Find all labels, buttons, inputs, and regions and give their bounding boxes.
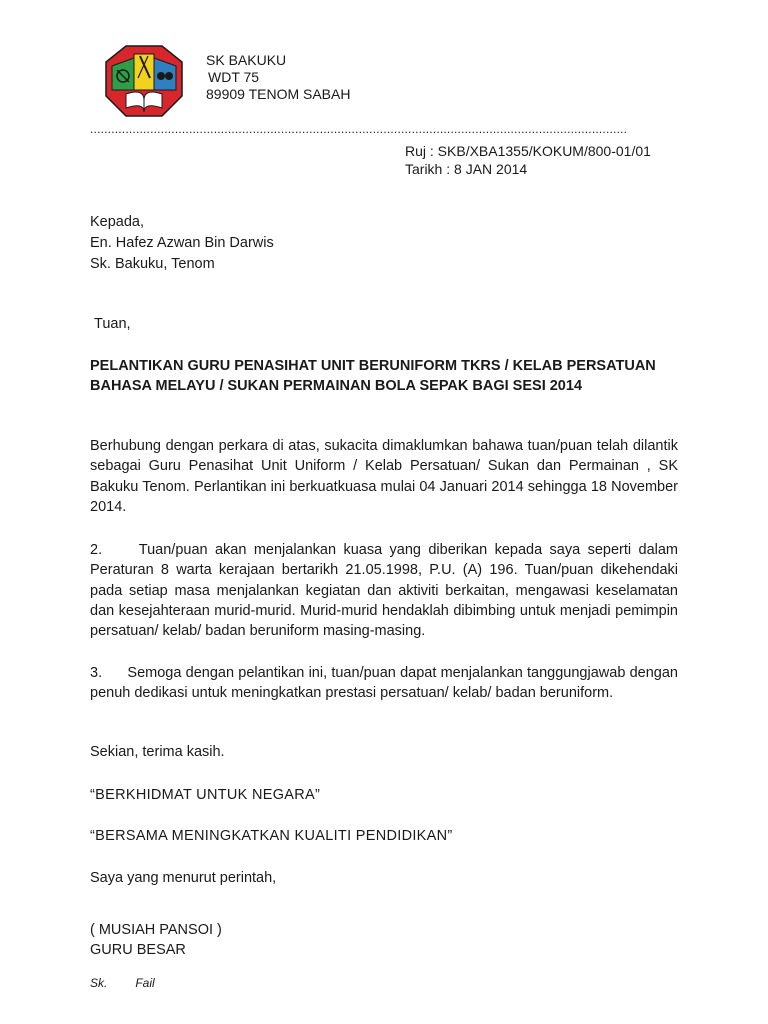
cc-block [90,976,155,990]
recipient-name: En. Hafez Azwan Bin Darwis [90,235,274,251]
reference-block [405,142,651,178]
letter-date: Tarikh : 8 JAN 2014 [405,161,528,177]
school-crest-icon [104,44,184,118]
school-postcode-city: 89909 TENOM SABAH [206,86,351,102]
school-postal-box: WDT 75 [208,69,260,85]
cc-fail: Fail [135,976,155,990]
motto-1: “BERKHIDMAT UNTUK NEGARA” [90,787,321,803]
paragraph-2: 2. Tuan/puan akan menjalankan kuasa yang diberikan kepada saya seperti dalam Peraturan 8 warta kerajaan bertarikh 21.05.1998, P.U. (A) 196. Tuan/puan dikehendaki pada setiap masa menjalankan kegiatan dan aktiviti berkaitan, mengawasi keselamatan dan kesejahteraan murid-murid. Murid-murid hendaklah dibimbing untuk menjadi pemimpin persatuan/ kelab/ badan beruniform masing-masing. [90,542,683,640]
salutation: Tuan, [94,316,131,332]
cc-sk: Sk. [90,976,108,990]
paragraph-3: 3. Semoga dengan pelantikan ini, tuan/puan dapat menjalankan tanggungjawab dengan penuh dedikasi untuk meningkatkan prestasi persatuan/ kelab/ badan beruniform. [90,665,683,702]
motto-2: “BERSAMA MENINGKATKAN KUALITI PENDIDIKAN” [90,828,453,844]
signature-block [90,920,222,960]
recipient-address: Sk. Bakuku, Tenom [90,256,215,272]
reference-number: Ruj : SKB/XBA1355/KOKUM/800-01/01 [405,143,651,159]
closing-thanks: Sekian, terima kasih. [90,744,225,760]
letter-subject: PELANTIKAN GURU PENASIHAT UNIT BERUNIFORM TKRS / KELAB PERSATUAN BAHASA MELAYU / SUKAN PERMAINAN BOLA SEPAK BAGI SESI 2014 [90,358,656,394]
recipient-block [90,212,274,275]
closing-perintah: Saya yang menurut perintah, [90,870,277,886]
header-separator: ........................................................................................................................................................ [90,122,628,136]
recipient-kepada: Kepada, [90,214,145,230]
signatory-name: ( MUSIAH PANSOI ) [90,922,222,938]
paragraph-1: Berhubung dengan perkara di atas, sukacita dimaklumkan bahawa tuan/puan telah dilantik sebagai Guru Penasihat Unit Uniform / Kelab Persatuan/ Sukan dan Permainan , SK Bakuku Tenom. Perlantikan ini berkuatkuasa mulai 04 Januari 2014 sehingga 18 November 2014. [90,438,678,515]
school-address [206,52,350,103]
signatory-title: GURU BESAR [90,942,186,958]
school-name: SK BAKUKU [206,52,287,68]
